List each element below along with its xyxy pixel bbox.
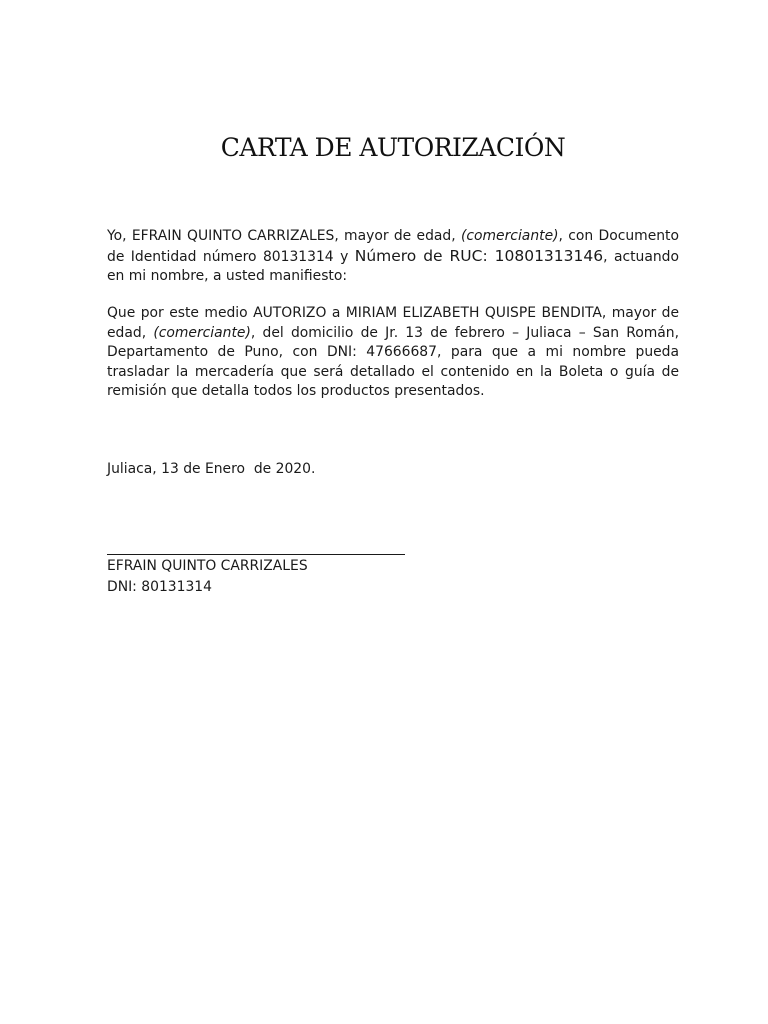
p1-text-start: Yo, EFRAIN QUINTO CARRIZALES, mayor de edad,	[107, 228, 461, 244]
letter-title: CARTA DE AUTORIZACIÓN	[220, 133, 566, 162]
p2-text-start: Que por este medio AUTORIZO a MIRIAM ELIZABETH QUISPE BENDITA, mayor de edad,	[107, 305, 679, 341]
authorizer-paragraph	[107, 227, 679, 287]
ruc-number: Número de RUC: 10801313146	[354, 246, 604, 265]
p1-text-middle: , con Documento de Identidad número 80131314 y	[107, 228, 680, 265]
p1-occupation: (comerciante)	[460, 228, 559, 244]
p2-occupation: (comerciante)	[153, 324, 251, 341]
signer-dni: DNI: 80131314	[107, 579, 212, 595]
p2-text-end: , del domicilio de Jr. 13 de febrero – Juliaca – San Román, Departamento de Puno, con DNI: 47666687, para que a mi nombre pueda trasladar la mercadería que será detallado el contenido en la Boleta o guía de remisión que detalla todos los productos presentados.	[107, 324, 680, 399]
p1-text-end: , actuando en mi nombre, a usted manifiesto:	[107, 248, 679, 284]
letter-date: Juliaca, 13 de Enero de 2020.	[107, 461, 316, 477]
signer-name: EFRAIN QUINTO CARRIZALES	[107, 558, 308, 574]
signature-line	[107, 554, 405, 555]
authorization-paragraph	[107, 304, 679, 402]
